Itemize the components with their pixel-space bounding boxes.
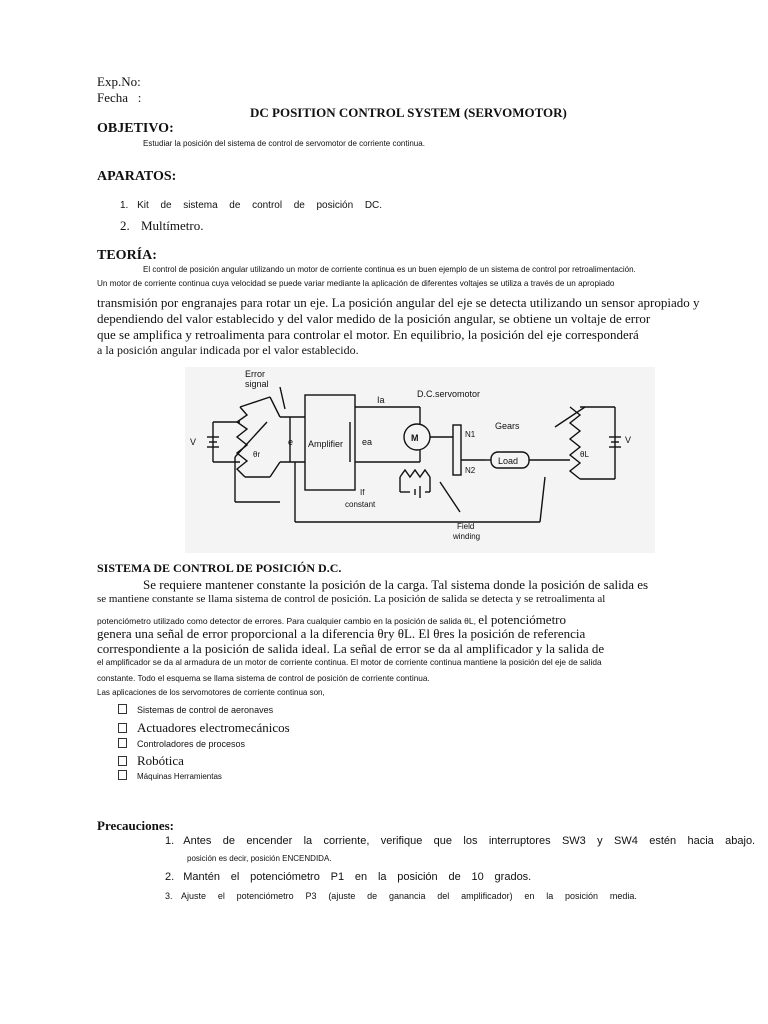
checkbox-bullet-icon bbox=[118, 723, 127, 733]
word: posición bbox=[397, 871, 438, 883]
sistema-line-3-part-1: potenciómetro utilizado como detector de errores. Para cualquier cambio en la posición de salida θL, bbox=[97, 616, 479, 626]
word: potenciómetro bbox=[250, 871, 320, 883]
precaucion-item-1 bbox=[165, 835, 755, 847]
precaucion-item-2 bbox=[165, 871, 531, 883]
word: verifique bbox=[380, 835, 423, 847]
item-text bbox=[137, 200, 382, 211]
precaucion-item-1-continued: posición es decir, posición ENCENDIDA. bbox=[187, 854, 332, 863]
sistema-line-3-part-2: el potenciómetro bbox=[478, 612, 567, 627]
teoria-line-4: dependiendo del valor establecido y del valor medido de la posición angular, se obtiene un voltaje de error bbox=[97, 311, 651, 326]
word: el bbox=[230, 871, 240, 883]
aparatos-heading: APARATOS: bbox=[97, 169, 177, 184]
voltage-left-label: V bbox=[190, 437, 197, 447]
word: el bbox=[217, 891, 225, 901]
word: ganancia bbox=[388, 891, 426, 901]
word: los bbox=[463, 835, 478, 847]
gears-label: Gears bbox=[495, 421, 520, 431]
n2-label: N2 bbox=[465, 466, 476, 475]
word: SW4 bbox=[614, 835, 638, 847]
precauciones-heading: Precauciones: bbox=[97, 818, 175, 833]
theta-l-label: θL bbox=[580, 450, 589, 459]
word: media. bbox=[609, 891, 637, 901]
word: posición bbox=[565, 891, 599, 901]
teoria-line-2: Un motor de corriente continua cuya velocidad se puede variar mediante la aplicación de diferentes voltajes se utiliza a través de un apropiado bbox=[97, 279, 615, 288]
checkbox-bullet-icon bbox=[118, 770, 127, 780]
list-item-text: Actuadores electromecánicos bbox=[137, 720, 290, 735]
if-label: If bbox=[360, 488, 365, 497]
word: de bbox=[293, 200, 305, 211]
word: amplificador) bbox=[461, 891, 513, 901]
word: abajo. bbox=[725, 835, 756, 847]
motor-icon: M bbox=[411, 433, 419, 443]
page-title: DC POSITION CONTROL SYSTEM (SERVOMOTOR) bbox=[250, 105, 567, 120]
word: SW3 bbox=[561, 835, 586, 847]
sistema-line-7: constante. Todo el esquema se llama sistema de control de posición de corriente continua. bbox=[97, 673, 430, 683]
sistema-line-8: Las aplicaciones de los servomotores de corriente continua son, bbox=[97, 688, 325, 697]
sistema-line-6: el amplificador se da al armadura de un motor de corriente continua. El motor de corriente continua mantiene la posición del eje de salida bbox=[97, 657, 602, 667]
item-number: 3. bbox=[165, 891, 173, 901]
word: P1 bbox=[330, 871, 345, 883]
word: en bbox=[524, 891, 535, 901]
word: Antes bbox=[183, 835, 212, 847]
constant-label: constant bbox=[345, 500, 376, 509]
teoria-line-3: transmisión por engranajes para rotar un eje. La posición angular del eje se detecta utilizando un sensor apropiado y bbox=[97, 295, 700, 310]
list-item bbox=[118, 704, 273, 715]
item-text bbox=[183, 835, 755, 847]
item-text bbox=[181, 891, 637, 901]
word: DC. bbox=[364, 200, 383, 211]
teoria-heading: TEORÍA: bbox=[97, 248, 157, 263]
error-signal-label: Error bbox=[245, 369, 265, 379]
word: potenciómetro bbox=[236, 891, 294, 901]
load-label: Load bbox=[498, 456, 519, 466]
teoria-line-1: El control de posición angular utilizando un motor de corriente continua es un buen ejemplo de un sistema de control por retroalimentación. bbox=[143, 265, 636, 274]
word: 10 bbox=[471, 871, 484, 883]
word: y bbox=[597, 835, 603, 847]
list-item bbox=[118, 738, 245, 749]
word: de bbox=[222, 835, 235, 847]
word: del bbox=[437, 891, 450, 901]
field-winding-label-2: winding bbox=[453, 532, 481, 541]
item-number: 2. bbox=[165, 871, 175, 883]
word: Ajuste bbox=[181, 891, 207, 901]
word: la bbox=[377, 871, 387, 883]
objetivo-heading: OBJETIVO: bbox=[97, 121, 174, 136]
word: hacia bbox=[687, 835, 714, 847]
e-label: e bbox=[288, 437, 294, 447]
sistema-line-4: genera una señal de error proporcional a la diferencia θry θL. El θres la posición de referencia bbox=[97, 626, 586, 641]
item-number: 1. bbox=[165, 835, 175, 847]
exp-no-label: Exp.No: bbox=[97, 74, 141, 89]
item-text: Multímetro. bbox=[141, 218, 204, 233]
list-item bbox=[118, 753, 184, 769]
word: de bbox=[448, 871, 461, 883]
list-item bbox=[118, 720, 290, 736]
amplifier-label: Amplifier bbox=[308, 439, 344, 449]
word: P3 bbox=[305, 891, 317, 901]
word: de bbox=[229, 200, 241, 211]
word: grados. bbox=[494, 871, 532, 883]
error-signal-label-2: signal bbox=[245, 379, 269, 389]
word: de bbox=[160, 200, 172, 211]
checkbox-bullet-icon bbox=[118, 704, 127, 714]
field-winding-label: Field bbox=[457, 522, 475, 531]
teoria-line-6: a la posición angular indicada por el valor establecido. bbox=[97, 343, 359, 357]
word: Mantén bbox=[183, 871, 220, 883]
list-item-text: Robótica bbox=[137, 753, 184, 768]
ia-label: Ia bbox=[377, 395, 385, 405]
word: encender bbox=[246, 835, 293, 847]
theta-r-label: θr bbox=[253, 450, 261, 459]
word: la bbox=[546, 891, 554, 901]
word: control bbox=[252, 200, 283, 211]
sistema-line-1: Se requiere mantener constante la posición de la carga. Tal sistema donde la posición de salida es bbox=[143, 577, 649, 592]
voltage-right-label: V bbox=[625, 435, 632, 445]
ea-label: ea bbox=[362, 437, 373, 447]
word: que bbox=[433, 835, 453, 847]
word: de bbox=[367, 891, 378, 901]
list-item-text: Máquinas Herramientas bbox=[137, 772, 222, 781]
fecha-label: Fecha : bbox=[97, 90, 142, 105]
word: en bbox=[354, 871, 368, 883]
word: corriente, bbox=[323, 835, 370, 847]
sistema-line-5: correspondiente a la posición de salida ideal. La señal de error se da al amplificador y la salida de bbox=[97, 641, 605, 656]
item-number: 2. bbox=[120, 218, 130, 233]
dc-servomotor-label: D.C.servomotor bbox=[417, 389, 481, 399]
item-number: 1. bbox=[120, 200, 129, 211]
aparatos-item-1 bbox=[120, 200, 382, 211]
word: (ajuste bbox=[328, 891, 356, 901]
dc-servo-diagram bbox=[185, 367, 655, 553]
item-text bbox=[183, 871, 531, 883]
word: sistema bbox=[183, 200, 218, 211]
checkbox-bullet-icon bbox=[118, 738, 127, 748]
n1-label: N1 bbox=[465, 430, 476, 439]
word: la bbox=[303, 835, 313, 847]
word: estén bbox=[649, 835, 677, 847]
word: posición bbox=[316, 200, 354, 211]
list-item-text: Controladores de procesos bbox=[137, 739, 246, 749]
list-item bbox=[118, 770, 222, 781]
list-item-text: Sistemas de control de aeronaves bbox=[137, 705, 274, 715]
word: Kit bbox=[137, 200, 149, 211]
sistema-heading: SISTEMA DE CONTROL DE POSICIÓN D.C. bbox=[97, 561, 342, 575]
teoria-line-5: que se amplifica y retroalimenta para controlar el motor. En equilibrio, la posición del eje corresponderá bbox=[97, 327, 639, 342]
aparatos-item-2 bbox=[120, 218, 203, 234]
objetivo-text: Estudiar la posición del sistema de control de servomotor de corriente continua. bbox=[143, 139, 425, 148]
checkbox-bullet-icon bbox=[118, 756, 127, 766]
precaucion-item-3 bbox=[165, 891, 637, 901]
word: interruptores bbox=[488, 835, 551, 847]
sistema-line-2: se mantiene constante se llama sistema de control de posición. La posición de salida se detecta y se retroalimenta al bbox=[97, 593, 606, 605]
